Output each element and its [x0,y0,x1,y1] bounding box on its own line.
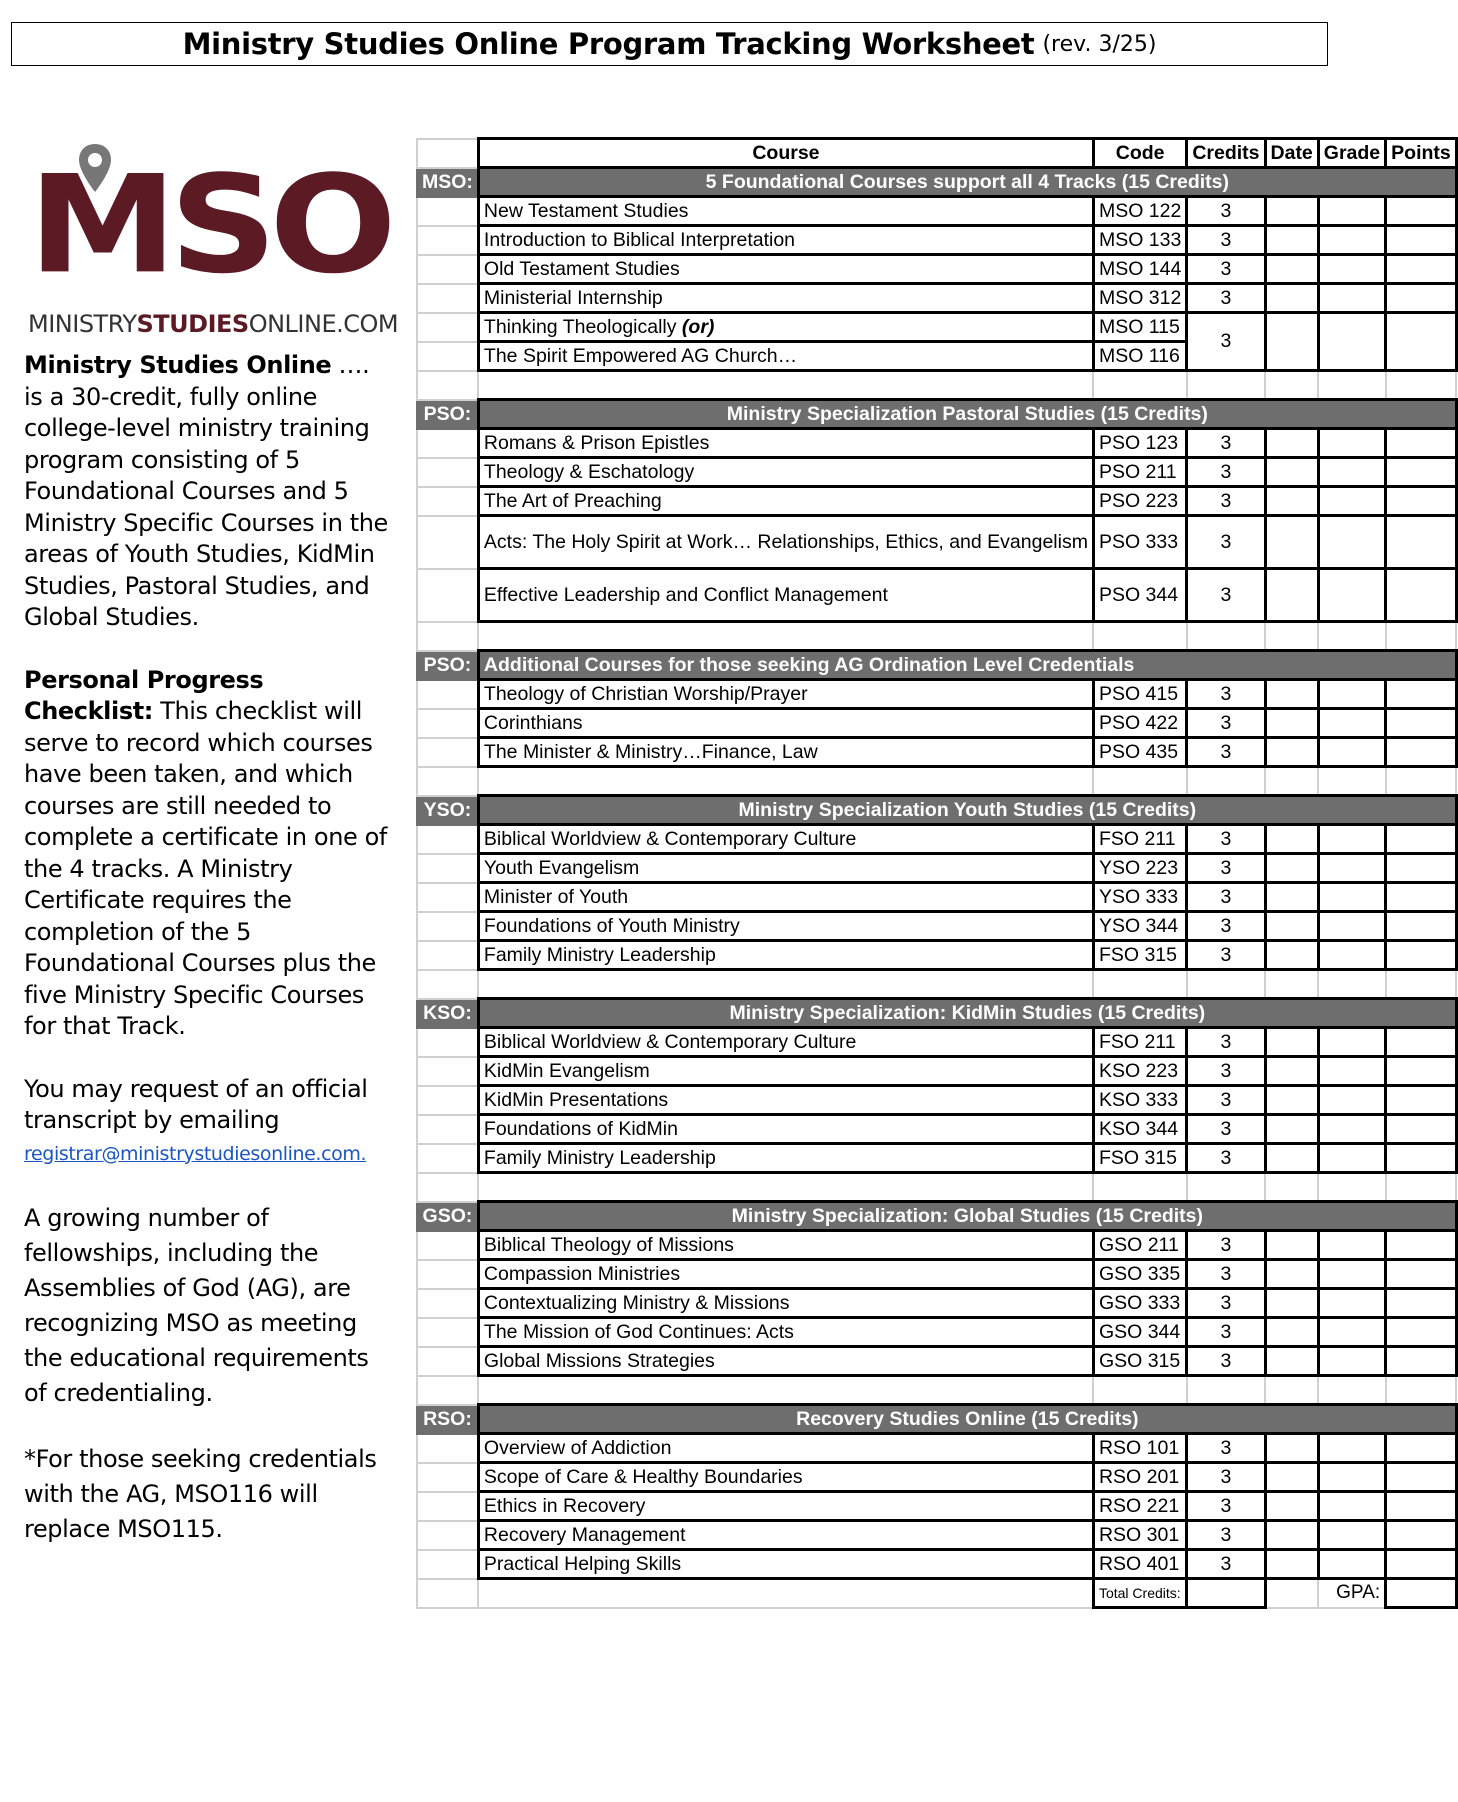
grade-cell[interactable] [1318,1144,1385,1173]
points-cell[interactable] [1386,197,1457,226]
table-row: The Spirit Empowered AG Church… MSO 116 [417,342,1456,371]
section-label: MSO: [417,168,478,197]
date-cell[interactable] [1265,569,1318,622]
table-row: Biblical Worldview & Contemporary Culture FSO 211 3 [417,825,1456,854]
date-cell[interactable] [1265,226,1318,255]
grade-cell[interactable] [1318,1521,1385,1550]
gpa-cell[interactable] [1386,1579,1457,1608]
table-row: Thinking Theologically (or) MSO 115 3 [417,313,1456,342]
grade-cell[interactable] [1318,1550,1385,1579]
date-cell[interactable] [1265,1086,1318,1115]
table-row: Introduction to Biblical Interpretation MSO 133 3 [417,226,1456,255]
points-cell[interactable] [1386,1028,1457,1057]
worksheet-title [11,22,1328,66]
table-row: Foundations of KidMin KSO 344 3 [417,1115,1456,1144]
points-cell[interactable] [1386,487,1457,516]
grade-cell[interactable] [1318,854,1385,883]
course-cell: Thinking Theologically (or) [478,313,1093,342]
date-cell[interactable] [1265,1521,1318,1550]
transcript-paragraph: You may request of an official transcript by emailing registrar@ministrystudiesonline.com. [24,1074,368,1165]
section-mso [417,168,1456,197]
points-cell[interactable] [1386,1463,1457,1492]
table-row: Minister of Youth YSO 333 3 [417,883,1456,912]
points-cell[interactable] [1386,912,1457,941]
points-cell[interactable] [1386,709,1457,738]
table-row: Compassion Ministries GSO 335 3 [417,1260,1456,1289]
grade-cell[interactable] [1318,487,1385,516]
section-rso: RSO: Recovery Studies Online (15 Credits) [417,1405,1456,1434]
points-cell[interactable] [1386,313,1457,371]
grade-cell[interactable] [1318,1492,1385,1521]
date-cell[interactable] [1265,941,1318,970]
date-cell[interactable] [1265,1260,1318,1289]
table-row: KidMin Evangelism KSO 223 3 [417,1057,1456,1086]
date-cell[interactable] [1265,1289,1318,1318]
points-cell[interactable] [1386,1347,1457,1376]
grade-cell[interactable] [1318,1028,1385,1057]
header-date: Date [1265,139,1318,168]
total-credits-label: Total Credits: [1093,1579,1186,1608]
points-cell[interactable] [1386,825,1457,854]
grade-cell[interactable] [1318,1347,1385,1376]
intro-paragraph: Ministry Studies Online …. is a 30-credit, fully online college-level ministry training program consisting of 5 Foundational Courses and 5 Ministry Specific Courses in the areas of Youth Studies, KidMin Studies, Pastoral Studies, and Global Studies. [24,351,388,631]
points-cell[interactable] [1386,738,1457,767]
title-main: Ministry Studies Online Program Tracking Worksheet [182,27,1035,61]
grade-cell[interactable] [1318,226,1385,255]
table-row: Contextualizing Ministry & Missions GSO 333 3 [417,1289,1456,1318]
table-row: The Mission of God Continues: Acts GSO 344 3 [417,1318,1456,1347]
logo-url: MINISTRYSTUDIESONLINE.COM [28,310,399,338]
grade-cell[interactable] [1318,197,1385,226]
points-cell[interactable] [1386,1521,1457,1550]
grade-cell[interactable] [1318,1057,1385,1086]
date-cell[interactable] [1265,1115,1318,1144]
table-row: The Minister & Ministry…Finance, Law PSO 435 3 [417,738,1456,767]
date-cell[interactable] [1265,1347,1318,1376]
tracking-table [416,137,1458,1609]
grade-cell[interactable] [1318,1086,1385,1115]
date-cell[interactable] [1265,883,1318,912]
grade-cell[interactable] [1318,738,1385,767]
date-cell[interactable] [1265,825,1318,854]
grade-cell[interactable] [1318,1289,1385,1318]
grade-cell[interactable] [1318,516,1385,569]
points-cell[interactable] [1386,1318,1457,1347]
header-code: Code [1093,139,1186,168]
points-cell[interactable] [1386,1550,1457,1579]
date-cell[interactable] [1265,516,1318,569]
points-cell[interactable] [1386,226,1457,255]
header-points: Points [1386,139,1457,168]
grade-cell[interactable] [1318,1115,1385,1144]
table-row: Ministerial Internship MSO 312 3 [417,284,1456,313]
grade-cell[interactable] [1318,1434,1385,1463]
points-cell[interactable] [1386,941,1457,970]
date-cell[interactable] [1265,912,1318,941]
table-row: Foundations of Youth Ministry YSO 344 3 [417,912,1456,941]
left-column [24,130,399,1547]
table-row: The Art of Preaching PSO 223 3 [417,487,1456,516]
totals-row [417,1579,1456,1608]
header-credits: Credits [1187,139,1265,168]
points-cell[interactable] [1386,883,1457,912]
table-row: Global Missions Strategies GSO 315 3 [417,1347,1456,1376]
date-cell[interactable] [1265,1057,1318,1086]
logo-wordmark: MSO [28,147,389,304]
grade-cell[interactable] [1318,255,1385,284]
date-cell[interactable] [1265,1318,1318,1347]
points-cell[interactable] [1386,429,1457,458]
date-cell[interactable] [1265,738,1318,767]
grade-cell[interactable] [1318,284,1385,313]
section-gso: GSO: Ministry Specialization: Global Studies (15 Credits) [417,1202,1456,1231]
grade-cell[interactable] [1318,1260,1385,1289]
points-cell[interactable] [1386,854,1457,883]
table-row: Overview of Addiction RSO 101 3 [417,1434,1456,1463]
points-cell[interactable] [1386,1144,1457,1173]
section-yso: YSO: Ministry Specialization Youth Studies (15 Credits) [417,796,1456,825]
grade-cell[interactable] [1318,912,1385,941]
points-cell[interactable] [1386,569,1457,622]
points-cell[interactable] [1386,1260,1457,1289]
section-banner: 5 Foundational Courses support all 4 Tracks (15 Credits) [478,168,1456,197]
grade-cell[interactable] [1318,941,1385,970]
points-cell[interactable] [1386,680,1457,709]
credential-note: *For those seeking credentials with the AG, MSO116 will replace MSO115. [24,1445,377,1543]
points-cell[interactable] [1386,1492,1457,1521]
table-row: New Testament Studies MSO 122 3 [417,197,1456,226]
gpa-label: GPA: [1318,1579,1385,1608]
header-grade: Grade [1318,139,1385,168]
table-row: Theology & Eschatology PSO 211 3 [417,458,1456,487]
points-cell[interactable] [1386,255,1457,284]
table-row: Recovery Management RSO 301 3 [417,1521,1456,1550]
table-row: KidMin Presentations KSO 333 3 [417,1086,1456,1115]
date-cell[interactable] [1265,709,1318,738]
points-cell[interactable] [1386,1231,1457,1260]
date-cell[interactable] [1265,429,1318,458]
registrar-email-link[interactable]: registrar@ministrystudiesonline.com. [24,1142,367,1165]
points-cell[interactable] [1386,1289,1457,1318]
table-row: Practical Helping Skills RSO 401 3 [417,1550,1456,1579]
grade-cell[interactable] [1318,883,1385,912]
grade-cell[interactable] [1318,680,1385,709]
date-cell[interactable] [1265,197,1318,226]
points-cell[interactable] [1386,284,1457,313]
points-cell[interactable] [1386,458,1457,487]
header-course: Course [478,139,1093,168]
table-row: Acts: The Holy Spirit at Work… Relationships, Ethics, and Evangelism PSO 333 3 [417,516,1456,569]
grade-cell[interactable] [1318,1318,1385,1347]
mso-logo [24,130,399,350]
date-cell[interactable] [1265,1144,1318,1173]
date-cell[interactable] [1265,1463,1318,1492]
points-cell[interactable] [1386,1115,1457,1144]
checklist-paragraph: Personal Progress Checklist: This checklist will serve to record which courses have been taken, and which courses are still needed to complete a certificate in one of the 4 tracks. A Ministry Certificate requires the completion of the 5 Foundational Courses plus the five Ministry Specific Courses for that Track. [24,665,387,1040]
table-row: Old Testament Studies MSO 144 3 [417,255,1456,284]
table-row: Romans & Prison Epistles PSO 123 3 [417,429,1456,458]
section-pso-additional: PSO: Additional Courses for those seeking AG Ordination Level Credentials [417,651,1456,680]
grade-cell[interactable] [1318,569,1385,622]
table-row: Family Ministry Leadership FSO 315 3 [417,1144,1456,1173]
date-cell[interactable] [1265,1550,1318,1579]
date-cell[interactable] [1265,1434,1318,1463]
fellowship-paragraph: A growing number of fellowships, including the Assemblies of God (AG), are recognizing MSO as meeting the educational requirements of credentialing. [24,1204,369,1407]
date-cell[interactable] [1265,313,1318,371]
table-row: Biblical Theology of Missions GSO 211 3 [417,1231,1456,1260]
date-cell[interactable] [1265,680,1318,709]
table-row: Biblical Worldview & Contemporary Culture FSO 211 3 [417,1028,1456,1057]
date-cell[interactable] [1265,284,1318,313]
points-cell[interactable] [1386,1086,1457,1115]
grade-cell[interactable] [1318,1463,1385,1492]
grade-cell[interactable] [1318,825,1385,854]
date-cell[interactable] [1265,854,1318,883]
table-row: Youth Evangelism YSO 223 3 [417,854,1456,883]
date-cell[interactable] [1265,458,1318,487]
grade-cell[interactable] [1318,709,1385,738]
grade-cell[interactable] [1318,1231,1385,1260]
header-row [417,139,1456,168]
grade-cell[interactable] [1318,429,1385,458]
date-cell[interactable] [1265,1231,1318,1260]
section-kso: KSO: Ministry Specialization: KidMin Studies (15 Credits) [417,999,1456,1028]
table-row: Scope of Care & Healthy Boundaries RSO 201 3 [417,1463,1456,1492]
points-cell[interactable] [1386,1434,1457,1463]
total-credits-cell[interactable] [1187,1579,1265,1608]
table-row: Corinthians PSO 422 3 [417,709,1456,738]
section-pso: PSO: Ministry Specialization Pastoral Studies (15 Credits) [417,400,1456,429]
table-row: Theology of Christian Worship/Prayer PSO 415 3 [417,680,1456,709]
table-row: Ethics in Recovery RSO 221 3 [417,1492,1456,1521]
points-cell[interactable] [1386,1057,1457,1086]
grade-cell[interactable] [1318,313,1385,371]
grade-cell[interactable] [1318,458,1385,487]
date-cell[interactable] [1265,255,1318,284]
table-row: Effective Leadership and Conflict Management PSO 344 3 [417,569,1456,622]
date-cell[interactable] [1265,487,1318,516]
points-cell[interactable] [1386,516,1457,569]
date-cell[interactable] [1265,1492,1318,1521]
date-cell[interactable] [1265,1028,1318,1057]
title-revision: (rev. 3/25) [1042,31,1157,57]
table-row: Family Ministry Leadership FSO 315 3 [417,941,1456,970]
